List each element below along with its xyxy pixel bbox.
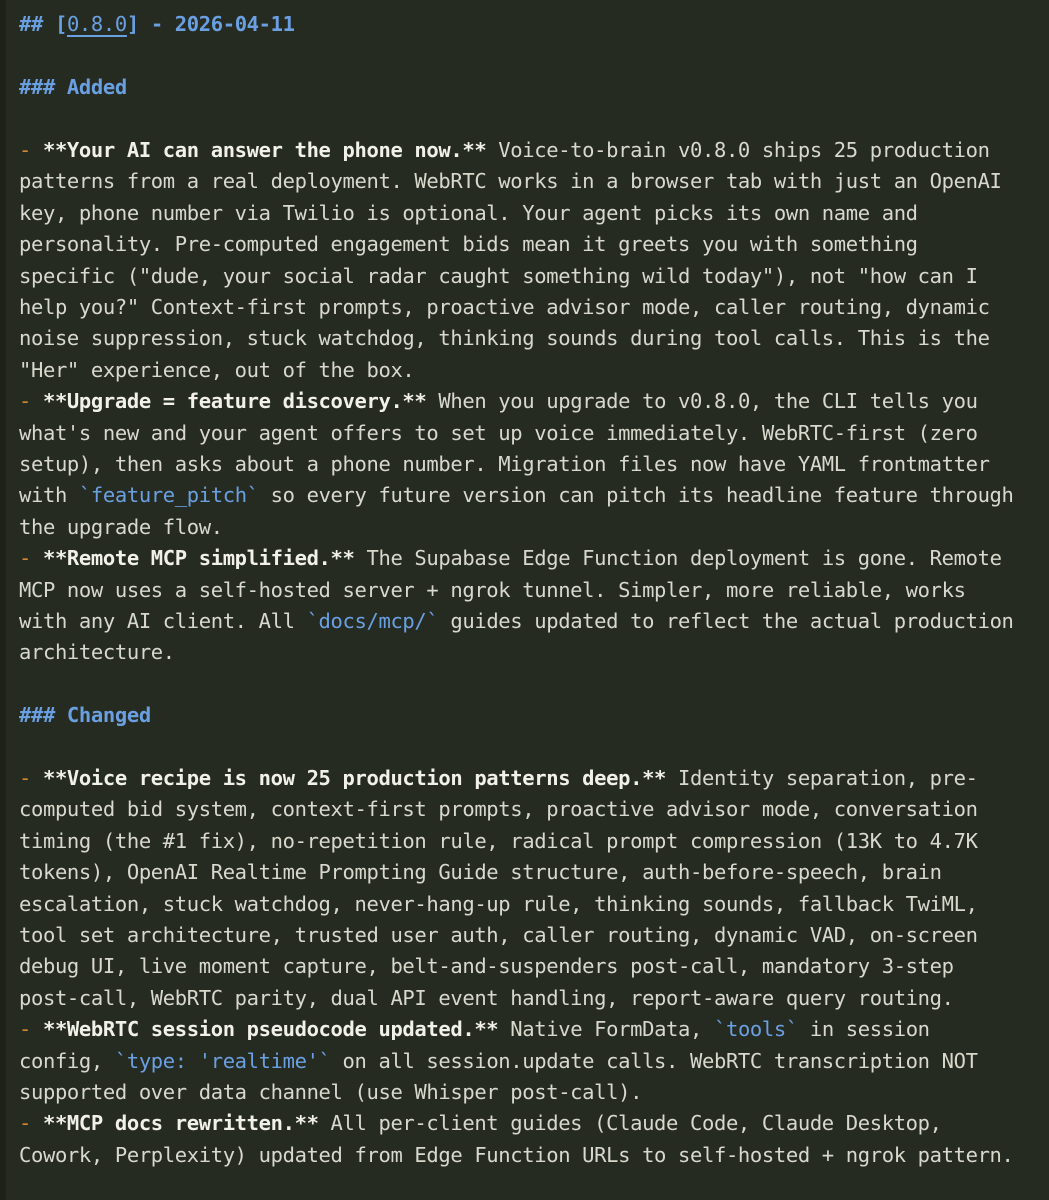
bullet-marker: - [19,1111,43,1136]
inline-code: `tools` [713,1017,798,1042]
list-item [19,1014,930,1045]
bullet-title: **Upgrade = feature discovery.** [42,389,427,414]
changed-heading: ### Changed [19,703,151,728]
text-line: specific ("dude, your social radar caught something wild today"), not "how can I [19,263,978,288]
text-line: "Her" experience, out of the box. [19,357,415,382]
text-line [19,1046,978,1077]
text-line: Cowork, Perplexity) updated from Edge Function URLs to self-hosted + ngrok pattern. [19,1142,1014,1167]
text-line: setup), then asks about a phone number. Migration files now have YAML frontmatter [19,452,990,476]
text-segment: with [19,483,79,508]
list-item [19,135,990,166]
bullet-title: **Your AI can answer the phone now.** [42,138,487,162]
text-line: When you upgrade to v0.8.0, the CLI tells you [426,389,978,414]
text-line: Voice-to-brain v0.8.0 ships 25 production [486,138,990,162]
text-line: supported over data channel (use Whisper post-call). [19,1080,643,1104]
text-line: escalation, stuck watchdog, never-hang-up rule, thinking sounds, fallback TwiML, [19,891,978,916]
text-line: debug UI, live moment capture, belt-and-suspenders post-call, mandatory 3-step [19,954,954,979]
bullet-marker: - [19,389,43,414]
list-item [19,763,978,794]
text-segment: config, [19,1048,115,1073]
bullet-title: **WebRTC session pseudocode updated.** [42,1017,499,1042]
version-header-date: ] - 2026-04-11 [126,12,295,36]
text-segment: so every future version can pitch its headline feature through [258,483,1014,508]
text-line: noise suppression, stuck watchdog, thinking sounds during tool calls. This is the [19,326,990,351]
text-segment: guides updated to reflect the actual production [438,609,1014,633]
version-header [19,9,295,40]
version-header-prefix: ## [ [19,12,67,36]
text-segment: with any AI client. All [19,609,307,633]
bullet-title: **MCP docs rewritten.** [42,1111,319,1136]
text-line: MCP now uses a self-hosted server + ngrok tunnel. Simpler, more reliable, works [19,577,966,602]
bullet-title: **Remote MCP simplified.** [42,546,355,571]
text-line: post-call, WebRTC parity, dual API event handling, report-aware query routing. [19,985,954,1010]
bullet-marker: - [19,1017,43,1042]
inline-code: `feature_pitch` [78,483,259,508]
text-segment: Native FormData, [498,1017,714,1042]
text-line: key, phone number via Twilio is optional. Your agent picks its own name and [19,200,918,225]
text-line: Identity separation, pre- [666,766,978,790]
text-line [19,606,1014,637]
text-line: The Supabase Edge Function deployment is gone. Remote [354,546,1002,571]
added-heading: ### Added [19,75,127,99]
text-line: All per-client guides (Claude Code, Claude Desktop, [318,1111,942,1136]
version-link[interactable]: 0.8.0 [66,12,127,36]
text-line: the upgrade flow. [19,514,223,539]
text-line: computed bid system, context-first prompts, proactive advisor mode, conversation [19,797,978,822]
inline-code: `docs/mcp/` [306,609,439,633]
bullet-marker: - [19,546,43,571]
text-line: timing (the #1 fix), no-repetition rule, radical prompt compression (13K to 4.7K [19,828,978,853]
list-item [19,386,978,417]
text-line: tokens), OpenAI Realtime Prompting Guide structure, auth-before-speech, brain [19,860,942,885]
text-line: tool set architecture, trusted user auth, caller routing, dynamic VAD, on-screen [19,923,978,947]
text-line: help you?" Context-first prompts, proactive advisor mode, caller routing, dynamic [19,295,990,319]
bullet-marker: - [19,138,43,162]
list-item [19,543,1002,574]
bullet-marker: - [19,766,43,790]
text-line [19,480,1014,511]
text-line: patterns from a real deployment. WebRTC works in a browser tab with just an OpenAI [19,169,1002,194]
text-line: architecture. [19,640,175,665]
list-item [19,1108,942,1139]
inline-code: `type: 'realtime'` [114,1048,331,1073]
text-line: personality. Pre-computed engagement bids mean it greets you with something [19,232,918,257]
bullet-title: **Voice recipe is now 25 production patterns deep.** [42,766,667,790]
text-line: what's new and your agent offers to set up voice immediately. WebRTC-first (zero [19,420,978,445]
text-segment: in session [797,1017,930,1042]
text-segment: on all session.update calls. WebRTC transcription NOT [330,1048,978,1073]
